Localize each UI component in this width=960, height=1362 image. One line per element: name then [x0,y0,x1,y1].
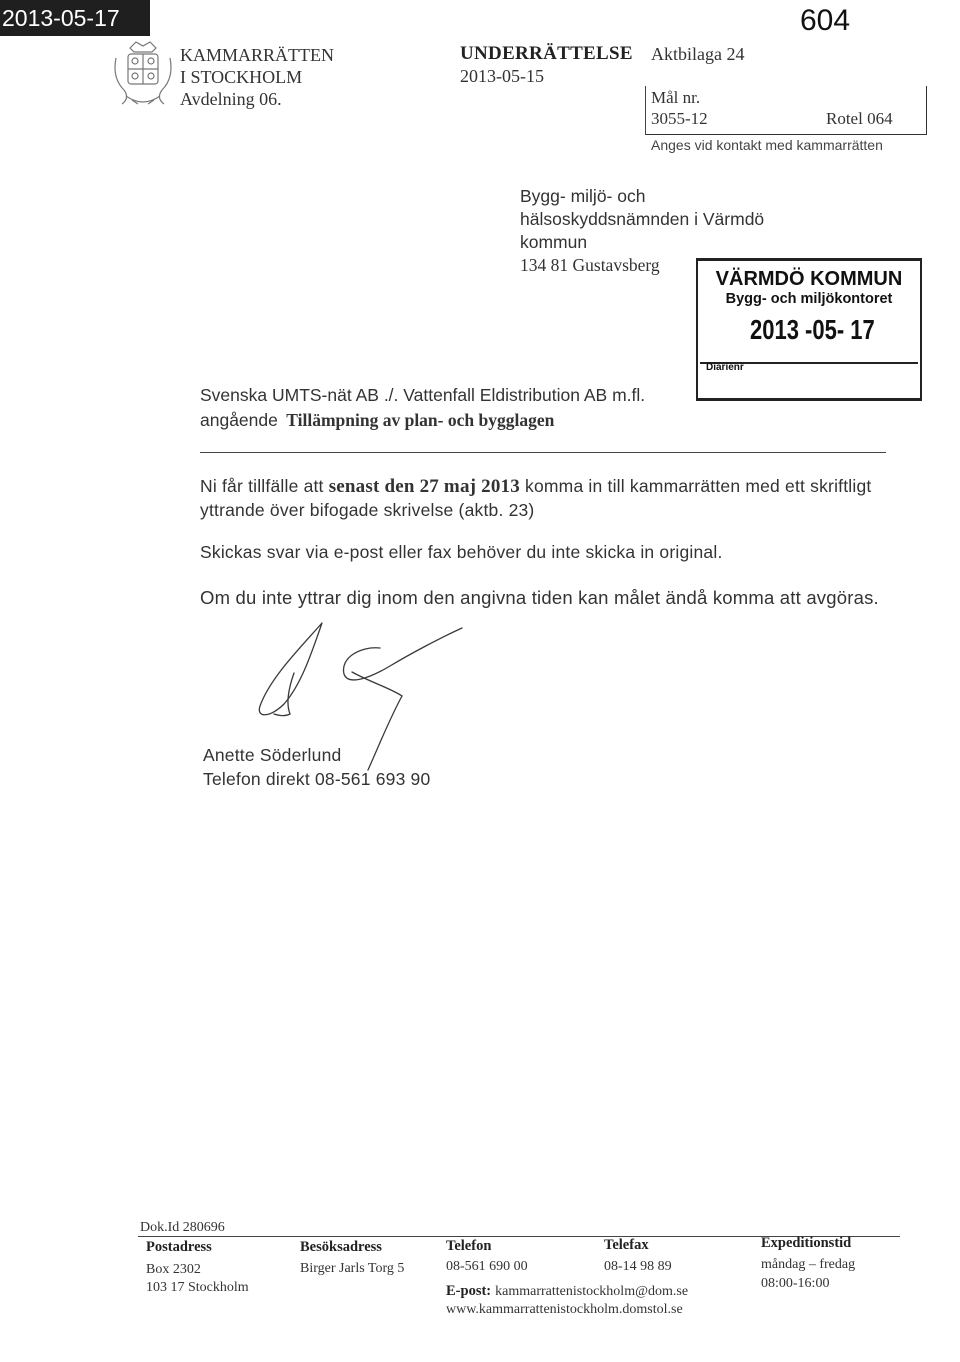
paragraph-consequence: Om du inte yttrar dig inom den angivna tiden kan målet ändå komma att avgöras. [200,587,879,608]
document-id: Dok.Id 280696 [140,1220,225,1235]
court-crest-icon [108,38,178,110]
email-address[interactable]: kammarrattenistockholm@dom.se [495,1284,689,1299]
recipient-line: hälsoskyddsnämnden i Värmdö [520,209,765,229]
case-label: Mål nr. [651,88,701,107]
court-division: Avdelning 06. [180,89,282,109]
stamp-date: 2013-05-17 [0,0,150,36]
postal-line-2: 103 17 Stockholm [146,1280,249,1295]
case-subject [200,410,554,431]
case-number: 3055-12 [651,109,708,128]
deadline-text-a: Ni får tillfälle att [200,476,324,496]
paragraph-email: Skickas svar via e-post eller fax behöver du inte skicka in original. [200,542,723,562]
stamp-department: Bygg- och miljökontoret [725,291,893,307]
recipient-line: Bygg- miljö- och [520,186,646,206]
postal-line-1: Box 2302 [146,1262,201,1277]
case-parties: Svenska UMTS-nät AB ./. Vattenfall Eldistribution AB m.fl. [200,385,646,405]
website-link[interactable]: www.kammarrattenistockholm.domstol.se [446,1302,683,1317]
phone-heading: Telefon [446,1238,492,1254]
case-contact-note: Anges vid kontakt med kammarrätten [651,137,883,153]
visit-line-1: Birger Jarls Torg 5 [300,1261,405,1276]
rotel-number: Rotel 064 [826,109,893,128]
hours-time: 08:00-16:00 [761,1276,830,1291]
recipient-line: 134 81 Gustavsberg [520,255,660,275]
received-stamp [696,258,922,401]
divider [200,452,886,453]
stamp-diary-label: Diarienr [706,362,744,373]
recipient-line: kommun [520,232,588,252]
subject-title: Tillämpning av plan- och bygglagen [286,410,555,430]
paragraph-deadline [200,476,871,498]
deadline-date: senast den 27 maj 2013 [328,476,520,497]
appendix-number: Aktbilaga 24 [651,44,745,64]
court-name: KAMMARRÄTTEN [180,45,335,65]
page-number: 604 [800,4,851,37]
stamp-date-received: 2013 -05- 17 [750,314,875,346]
signer-name: Anette Söderlund [203,745,342,765]
hours-heading: Expeditionstid [761,1235,852,1251]
document-type: UNDERRÄTTELSE [460,43,633,64]
hours-days: måndag – fredag [761,1257,856,1272]
footer-email [446,1282,688,1300]
fax-number: 08-14 98 89 [604,1259,672,1274]
subject-prefix: angående [200,410,278,430]
deadline-text-c: yttrande över bifogade skrivelse (aktb. 23) [200,500,535,520]
visit-heading: Besöksadress [300,1239,382,1255]
phone-number: 08-561 690 00 [446,1259,528,1274]
document-date: 2013-05-15 [460,66,544,86]
fax-heading: Telefax [604,1237,649,1253]
postal-heading: Postadress [146,1239,212,1255]
court-city: I STOCKHOLM [180,67,303,87]
email-label: E-post: [446,1283,492,1299]
signer-phone: Telefon direkt 08-561 693 90 [203,769,431,789]
deadline-text-b: komma in till kammarrätten med ett skriftligt [525,476,872,496]
stamp-organisation: VÄRMDÖ KOMMUN [715,268,903,290]
